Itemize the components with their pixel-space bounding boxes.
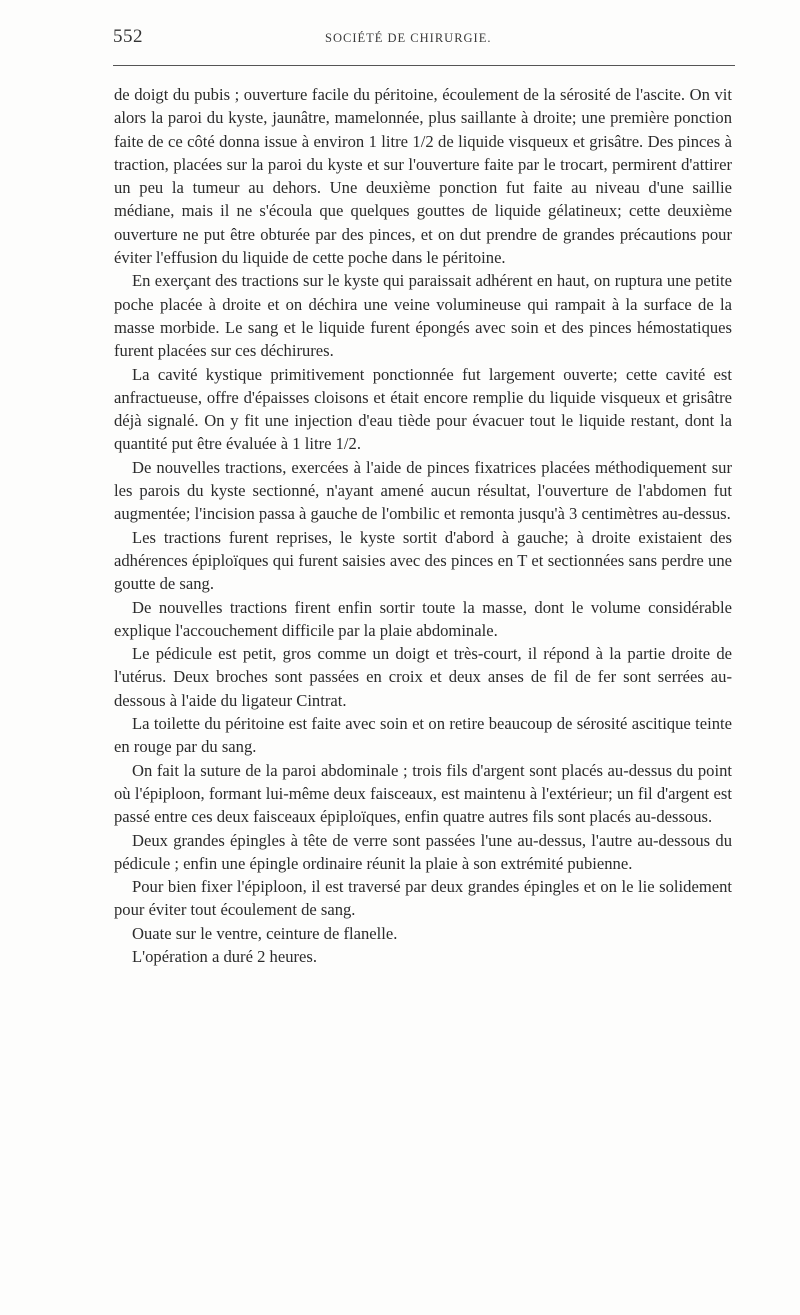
paragraph: La toilette du péritoine est faite avec soin et on retire beaucoup de sérosité ascitique teinte en rouge par du sang. — [114, 714, 732, 757]
body-text — [114, 83, 732, 968]
paragraph: Les tractions furent reprises, le kyste sortit d'abord à gauche; à droite existaient des adhérences épiploïques qui furent saisies avec des pinces en T et sectionnées sans perdre une goutte de sang. — [114, 527, 732, 594]
paragraph: Pour bien fixer l'épiploon, il est traversé par deux grandes épingles et on le lie solidement pour éviter tout écoulement de sang. — [114, 877, 732, 920]
paragraph: De nouvelles tractions firent enfin sortir toute la masse, dont le volume considérable explique l'accouchement difficile par la plaie abdominale. — [114, 597, 732, 640]
running-head — [113, 26, 735, 50]
header-rule — [113, 65, 735, 66]
paragraph: La cavité kystique primitivement ponctionnée fut largement ouverte; cette cavité est anfractueuse, offre d'épaisses cloisons et était encore remplie du liquide visqueux et grisâtre déjà signalé. On y fit une injection d'eau tiède pour évacuer tout le liquide restant, dont la quantité put être évaluée à 1 litre 1/2. — [114, 364, 732, 454]
paragraph-continued: de doigt du pubis ; ouverture facile du péritoine, écoulement de la sérosité de l'ascite. On vit alors la paroi du kyste, jaunâtre, mamelonnée, plus saillante à droite; une première ponction faite de ce côté donna issue à environ 1 litre 1/2 de liquide visqueux et grisâtre. Des pinces à traction, placées sur la paroi du kyste et sur l'ouverture faite par le trocart, permirent d'attirer un peu la tumeur au dehors. Une deuxième ponction fut faite au niveau d'une saillie médiane, mais il ne s'écoula que quelques gouttes de liquide gélatineux; cette deuxième ouverture ne put être obturée par des pinces, et on dut prendre de grandes précautions pour éviter l'effusion du liquide de cette poche dans le péritoine. — [114, 85, 732, 268]
paragraph: Deux grandes épingles à tête de verre sont passées l'une au-dessus, l'autre au-dessous du pédicule ; enfin une épingle ordinaire réunit la plaie à son extrémité pubienne. — [114, 830, 732, 873]
journal-title: SOCIÉTÉ DE CHIRURGIE. — [325, 31, 492, 45]
paragraph: On fait la suture de la paroi abdominale ; trois fils d'argent sont placés au-dessus du point où l'épiploon, formant lui-même deux faisceaux, est maintenu à l'extérieur; un fil d'argent est passé entre ces deux faisceaux épiploïques, enfin quatre autres fils sont placés au-dessous. — [114, 760, 732, 827]
paragraph: En exerçant des tractions sur le kyste qui paraissait adhérent en haut, on ruptura une petite poche placée à droite et on déchira une veine volumineuse qui rampait à la surface de la masse morbide. Le sang et le liquide furent épongés avec soin et des pinces hémostatiques furent placées sur ces déchirures. — [114, 271, 732, 361]
page-number: 552 — [113, 26, 143, 47]
paragraph: De nouvelles tractions, exercées à l'aide de pinces fixatrices placées méthodiquement sur les parois du kyste sectionné, n'ayant amené aucun résultat, l'ouverture de l'abdomen fut augmentée; l'incision passa à gauche de l'ombilic et remonta jusqu'à 3 centimètres au-dessus. — [114, 457, 732, 524]
paragraph: Le pédicule est petit, gros comme un doigt et très-court, il répond à la partie droite de l'utérus. Deux broches sont passées en croix et deux anses de fil de fer sont serrées au-dessous à l'aide du ligateur Cintrat. — [114, 644, 732, 710]
paragraph-final: L'opération a duré 2 heures. — [132, 946, 317, 966]
paragraph: Ouate sur le ventre, ceinture de flanelle. — [132, 923, 398, 943]
